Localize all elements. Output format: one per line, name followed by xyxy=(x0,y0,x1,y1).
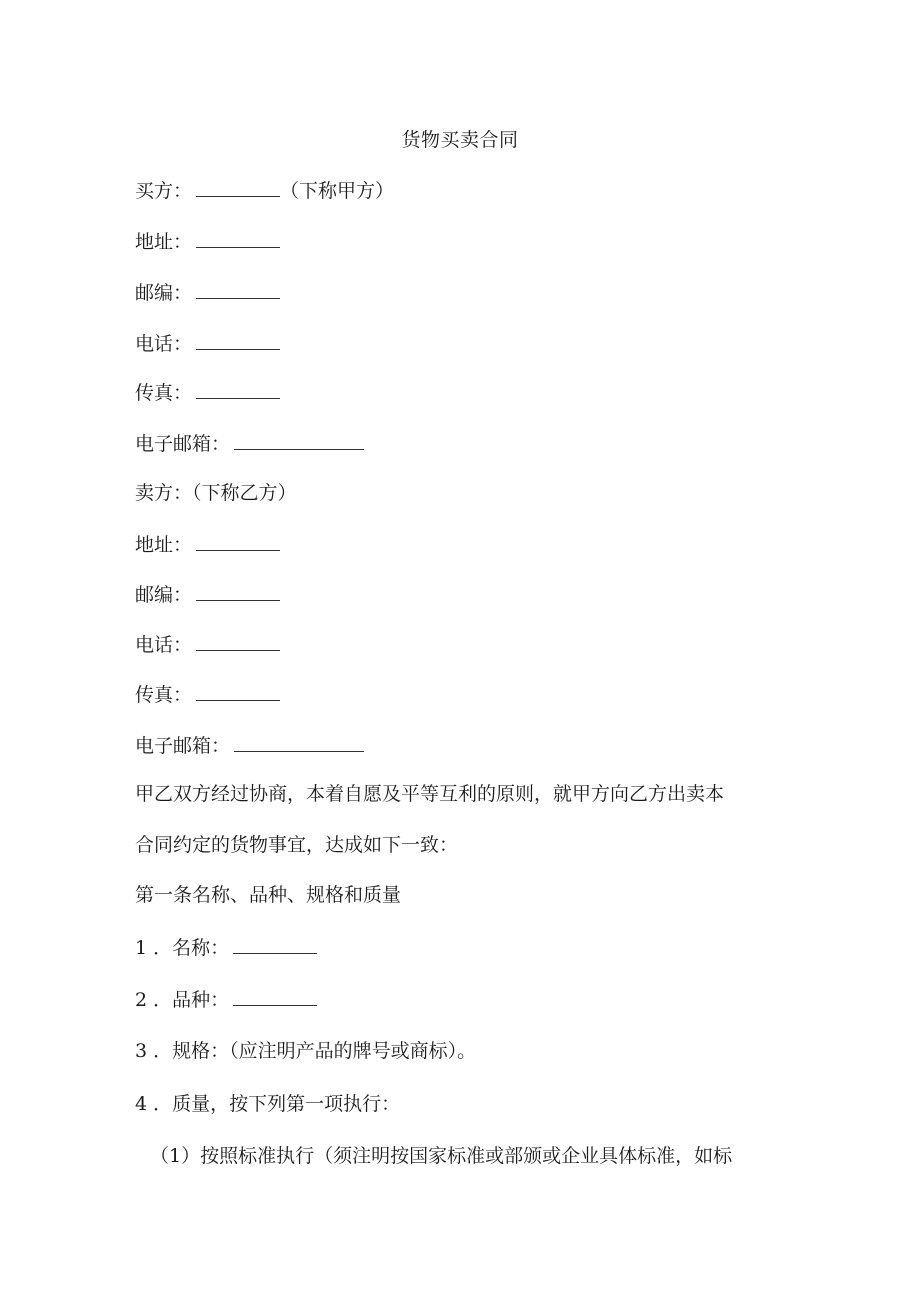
buyer-postcode-line xyxy=(135,278,280,307)
buyer-phone-blank xyxy=(196,329,280,350)
buyer-address-line xyxy=(135,227,280,256)
seller-email-line xyxy=(135,731,364,760)
buyer-fax-label: 传真： xyxy=(135,382,193,404)
seller-phone-line xyxy=(135,630,280,659)
item-name-label: 1 ．名称： xyxy=(135,937,230,959)
seller-postcode-line xyxy=(135,580,280,609)
seller-email-blank xyxy=(234,731,364,752)
buyer-phone-label: 电话： xyxy=(135,333,193,355)
item-name-line xyxy=(135,933,317,962)
preamble-line-2: 合同约定的货物事宜，达成如下一致： xyxy=(135,834,459,856)
preamble-line-1: 甲乙双方经过协商，本着自愿及平等互利的原则，就甲方向乙方出卖本 xyxy=(135,783,725,805)
buyer-postcode-label: 邮编： xyxy=(135,282,193,304)
buyer-label: 买方： xyxy=(135,180,193,202)
seller-phone-label: 电话： xyxy=(135,634,193,656)
seller-address-line xyxy=(135,530,280,559)
item-variety-blank xyxy=(233,985,317,1006)
seller-postcode-blank xyxy=(196,580,280,601)
buyer-postcode-blank xyxy=(196,278,280,299)
buyer-address-label: 地址： xyxy=(135,231,193,253)
quality-option-1: （1）按照标准执行（须注明按国家标准或部颁或企业具体标准，如标 xyxy=(150,1145,733,1167)
seller-line xyxy=(135,479,297,507)
item-spec-line: 3 ．规格：（应注明产品的牌号或商标）。 xyxy=(135,1040,477,1062)
item-quality-line: 4 ．质量，按下列第一项执行： xyxy=(135,1093,401,1115)
document-title: 货物买卖合同 xyxy=(401,129,519,151)
seller-label: 卖方：（下称乙方） xyxy=(135,482,297,504)
item-variety-line xyxy=(135,985,317,1014)
buyer-email-blank xyxy=(234,429,364,450)
buyer-suffix: （下称甲方） xyxy=(280,180,395,202)
seller-address-label: 地址： xyxy=(135,534,193,556)
buyer-email-label: 电子邮箱： xyxy=(135,433,231,455)
seller-phone-blank xyxy=(196,630,280,651)
seller-postcode-label: 邮编： xyxy=(135,584,193,606)
buyer-fax-blank xyxy=(196,378,280,399)
buyer-fax-line xyxy=(135,378,280,407)
seller-address-blank xyxy=(196,530,280,551)
item-name-blank xyxy=(233,933,317,954)
buyer-email-line xyxy=(135,429,364,458)
seller-fax-blank xyxy=(196,680,280,701)
seller-fax-label: 传真： xyxy=(135,684,193,706)
buyer-line xyxy=(135,176,394,205)
buyer-phone-line xyxy=(135,329,280,358)
buyer-name-blank xyxy=(196,176,280,197)
item-variety-label: 2 ．品种： xyxy=(135,989,230,1011)
seller-fax-line xyxy=(135,680,280,709)
buyer-address-blank xyxy=(196,227,280,248)
article1-heading: 第一条名称、品种、规格和质量 xyxy=(135,884,402,906)
seller-email-label: 电子邮箱： xyxy=(135,735,231,757)
